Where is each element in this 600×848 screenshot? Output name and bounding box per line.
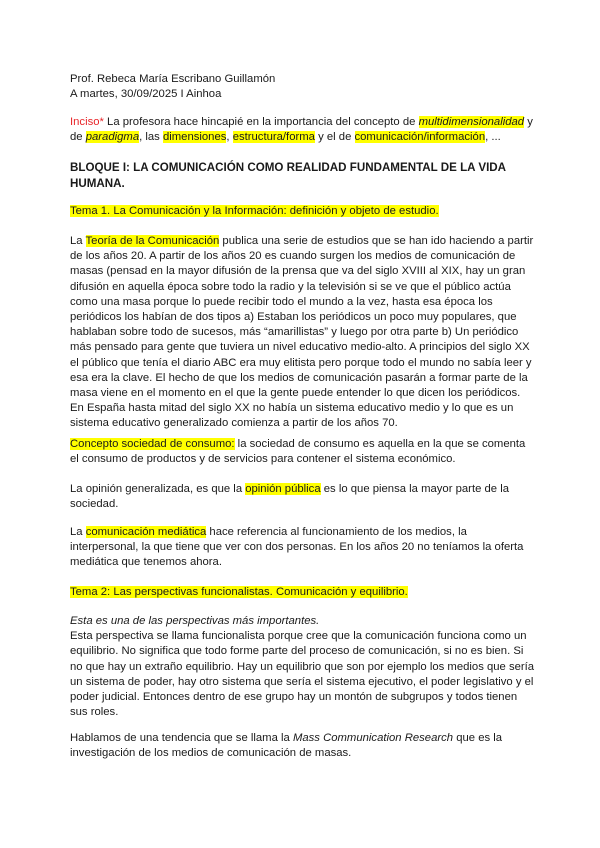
highlight-opinion-publica: opinión pública (245, 483, 321, 495)
highlight-teoria: Teoría de la Comunicación (85, 235, 220, 247)
highlight-comunicacion-mediatica: comunicación mediática (85, 526, 207, 538)
tema2-italic-note: Esta es una de las perspectivas más importantes. (70, 615, 320, 627)
tema1-paragraph-3: La opinión generalizada, es que la opinión pública es lo que piensa la mayor parte de la sociedad. (70, 483, 510, 511)
tema2-paragraph-2: Hablamos de una tendencia que se llama la Mass Communication Research que es la investigación de los medios de comunicación de masas. (70, 732, 503, 760)
highlight-comunicacion: comunicación/información (354, 131, 486, 144)
tema2-body (70, 614, 535, 720)
mass-communication-research: Mass Communication Research (292, 732, 454, 744)
header (70, 72, 535, 102)
highlight-dimensiones: dimensiones (162, 131, 227, 144)
inciso-paragraph: Inciso* La profesora hace hincapié en la importancia del concepto de multidimensionalidad y de paradigma, las dimensiones, estructura/forma y el de comunicación/información, ... (70, 116, 533, 144)
highlight-multidimensionalidad: multidimensionalidad (418, 116, 525, 128)
highlight-sociedad-consumo: Concepto sociedad de consumo: (70, 438, 235, 450)
author-line: Prof. Rebeca María Escribano Guillamón (70, 73, 276, 85)
highlight-estructura: estructura/forma (232, 131, 315, 144)
tema1-paragraph-1: La Teoría de la Comunicación publica una serie de estudios que se han ido haciendo a partir de los años 20. A partir de los años 20 es cuando surgen los medios de comunicación de masas (pensad en la mayor difusión de la prensa que va del siglo XVIII al XIX, hay un gran difusión en aquella época sobre todo la radio y la televisión si se ve que el público actúa como una masa porque lo puede recibir todo el mundo a la vez, hasta esa época los periódicos los habían de dos tipos a) Estaban los periódicos un poco muy populares, que hablaban sobre todo de sucesos, más “amarillistas” y luego por otra parte b) Un periódico más pensado para gente que tuviera un nivel educativo medio-alto. A principios del siglo XX el público que tenía el diario ABC era muy elitista pero porque todo el mundo no sabía leer y esa era la clave. El hecho de que los medios de comunicación pasarán a formar parte de la masa viene en el momento en el que la gente puede entender lo que dicen los periódicos. En España hasta mitad del siglo XX no había un sistema educativo medio y lo que es un sistema educativo generalizado comienza a partir de los años 70. (70, 235, 534, 430)
tema1-paragraph-4: La comunicación mediática hace referencia al funcionamiento de los medios, la interpersonal, la que tiene que ver con dos personas. En los años 20 no teníamos la oferta mediática que tenemos ahora. (70, 526, 524, 569)
highlight-paradigma: paradigma (85, 131, 140, 144)
tema1-title: Tema 1. La Comunicación y la Información: definición y objeto de estudio. (70, 205, 439, 217)
tema2-title: Tema 2: Las perspectivas funcionalistas. Comunicación y equilibrio. (70, 586, 408, 598)
date-line: A martes, 30/09/2025 I Ainhoa (70, 88, 222, 101)
inciso-label: Inciso* (70, 116, 104, 128)
bloque-title: BLOQUE I: LA COMUNICACIÓN COMO REALIDAD FUNDAMENTAL DE LA VIDA HUMANA. (70, 161, 506, 190)
tema1-paragraph-2: Concepto sociedad de consumo: la sociedad de consumo es aquella en la que se comenta el consumo de productos y de servicios para contener el sistema económico. (70, 438, 526, 466)
tema2-paragraph-1: Esta perspectiva se llama funcionalista porque cree que la comunicación funciona como un equilibrio. No significa que todo forme parte del proceso de comunicación, si no es bien. Si no que hay un extraño equilibrio. Hay un equilibrio que son por ejemplo los medios que sería un sistema de poder, hay otro sistema que sería el sistema ejecutivo, el poder legislativo y el poder judicial. Entonces dentro de ese grupo hay un montón de subgrupos y todos tienen sus roles. (70, 630, 535, 719)
